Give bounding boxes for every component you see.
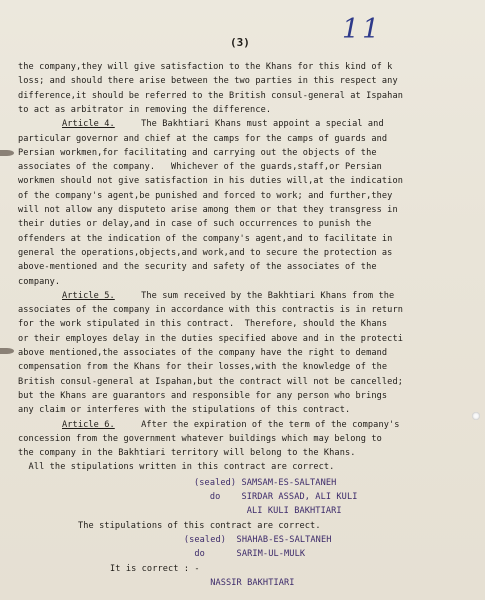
line-text: associates of the company. Whichever of the guards,staff,or Persian <box>18 162 382 173</box>
line-text: The sum received by the Bakhtiari Khans from the <box>114 290 395 301</box>
line-text: The Bakhtiari Khans must appoint a special and <box>114 119 384 130</box>
line-text: the company,they will give satisfaction to the Khans for this kind of k <box>18 62 393 72</box>
signature-line: (sealed) SAMSAM-ES-SALTANEH <box>194 477 337 488</box>
line-text: concession from the government whatever buildings which may belong to <box>18 433 382 444</box>
text-line <box>18 362 387 372</box>
line-text: After the expiration of the term of the company's <box>114 419 400 430</box>
line-text: will not allow any disputeto arise among them or that they transgress in <box>18 205 398 215</box>
text-line <box>18 234 392 244</box>
line-text: of the company's agent,be punished and forced to work; and further,they <box>18 190 393 201</box>
text-line <box>18 134 387 144</box>
article-heading: Article 6. <box>62 419 115 430</box>
line-text: particular governor and chief at the camps for the camps of guards and <box>18 133 388 144</box>
text-line <box>18 405 350 415</box>
text-line <box>18 391 387 401</box>
signature-line: do SIRDAR ASSAD, ALI KULI <box>194 492 358 502</box>
signature-line: It is correct : - <box>110 563 200 574</box>
signature-line: do SARIM-UL-MULK <box>168 549 306 560</box>
torn-edge-mark <box>0 150 14 156</box>
line-text: offenders at the indication of the company's agent,and to facilitate in <box>18 233 393 244</box>
line-text: loss; and should there arise between the two parties in this respect any <box>18 76 398 87</box>
text-line <box>18 176 403 186</box>
text-line <box>18 434 382 444</box>
text-line <box>18 348 387 358</box>
line-text: any claim or interferes with the stipulations of this contract. <box>18 405 351 416</box>
text-line <box>62 291 394 301</box>
text-line <box>62 119 384 129</box>
text-line <box>18 105 271 115</box>
text-line <box>18 277 60 287</box>
line-text: the company in the Bakhtiari territory will belong to the Khans. <box>18 448 356 459</box>
line-text: difference,it should be referred to the British consul-general at Ispahan <box>18 90 403 101</box>
line-text: but the Khans are guarantors and responsible for any person who brings <box>18 390 388 401</box>
text-line <box>18 334 403 344</box>
handwritten-page-mark: 11 <box>342 14 383 45</box>
line-text: to act as arbitrator in removing the difference. <box>18 104 272 115</box>
line-text: for the work stipulated in this contract. Therefore, should the Khans <box>18 319 388 330</box>
text-line <box>18 319 387 329</box>
signature-line: The stipulations of this contract are correct. <box>78 520 321 531</box>
line-text: Persian workmen,for facilitating and carrying out the objects of the <box>18 147 377 158</box>
text-line <box>18 91 403 101</box>
page-number: (3) <box>230 36 250 49</box>
line-text: above-mentioned and the security and safety of the associates of the <box>18 262 377 273</box>
text-line <box>18 191 392 201</box>
text-line <box>18 377 403 387</box>
text-line <box>18 76 398 86</box>
text-line <box>18 462 334 472</box>
text-line <box>18 305 403 315</box>
text-line <box>18 162 382 172</box>
article-heading: Article 4. <box>62 119 115 130</box>
text-line <box>18 62 392 72</box>
line-text: compensation from the Khans for their losses,with the knowledge of the <box>18 362 388 373</box>
text-line <box>18 219 371 229</box>
line-text: general the operations,objects,and work,and to secure the protection as <box>18 247 393 258</box>
line-text: their duties or delay,and in case of such occurrences to punish the <box>18 219 372 230</box>
line-text: or their employes delay in the duties specified above and in the protecti <box>18 333 403 344</box>
line-text: company. <box>18 276 61 287</box>
line-text: associates of the company in accordance with this contractis is in return <box>18 305 403 316</box>
line-text: workmen should not give satisfaction in his duties will,at the indication <box>18 176 403 187</box>
signature-line: (sealed) SHAHAB-ES-SALTANEH <box>168 534 332 545</box>
punch-hole <box>472 412 480 420</box>
torn-edge-mark <box>0 348 14 354</box>
text-line <box>18 205 398 215</box>
signature-line: NASSIR BAKHTIARI <box>168 577 295 588</box>
article-heading: Article 5. <box>62 290 115 301</box>
line-text: All the stipulations written in this contract are correct. <box>18 462 335 473</box>
signature-line: ALI KULI BAKHTIARI <box>194 506 342 517</box>
line-text: above mentioned,the associates of the company have the right to demand <box>18 348 388 358</box>
text-line <box>18 248 392 258</box>
text-line <box>18 148 377 158</box>
text-line <box>62 420 400 430</box>
text-line <box>18 448 356 458</box>
line-text: British consul-general at Ispahan,but the contract will not be cancelled; <box>18 376 403 387</box>
text-line <box>18 262 377 272</box>
